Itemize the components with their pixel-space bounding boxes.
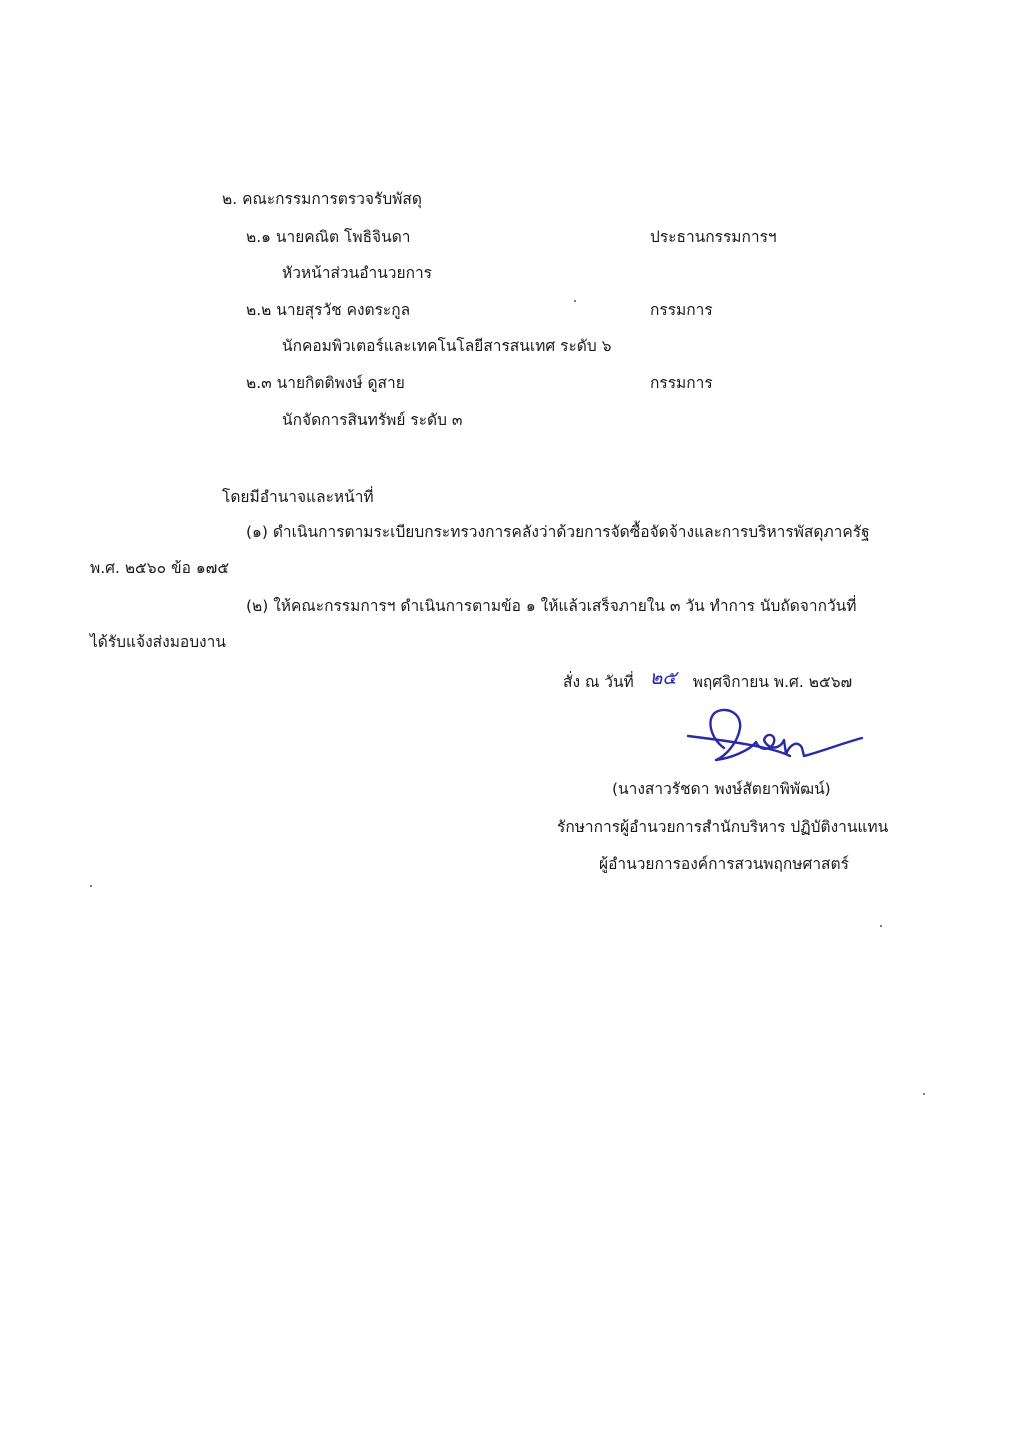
scan-speck [923,1093,925,1095]
scan-speck [90,885,92,887]
duty-2-line-1: (๒) ให้คณะกรรมการฯ ดำเนินการตามข้อ ๑ ให้แล้วเสร็จภายใน ๓ วัน ทำการ นับถัดจากวันที่ [246,597,857,615]
member-1-role: ประธานกรรมการฯ [650,228,777,246]
member-3-name: ๒.๓ นายกิตติพงษ์ ดูสาย [246,374,405,392]
member-2-title: นักคอมพิวเตอร์และเทคโนโลยีสารสนเทศ ระดับ ๖ [282,337,612,355]
member-2-name: ๒.๒ นายสุรวัช คงตระกูล [246,301,411,319]
duty-2-line-2: ได้รับแจ้งส่งมอบงาน [90,633,226,651]
duties-heading: โดยมีอำนาจและหน้าที่ [222,488,374,506]
duty-1-line-1: (๑) ดำเนินการตามระเบียบกระทรวงการคลังว่าด้วยการจัดซื้อจัดจ้างและการบริหารพัสดุภาครัฐ [246,523,870,541]
signatory-position-line-2: ผู้อำนวยการองค์การสวนพฤกษศาสตร์ [599,855,849,873]
member-1-name: ๒.๑ นายคณิต โพธิจินดา [246,228,411,246]
member-2-role: กรรมการ [650,301,713,319]
scan-speck [574,300,576,302]
member-1-title: หัวหน้าส่วนอำนวยการ [282,264,433,282]
order-date-line [563,666,852,696]
handwritten-signature [680,700,880,772]
member-3-role: กรรมการ [650,374,713,392]
order-date-day-handwritten: ๒๕ [649,667,677,689]
order-date-prefix: สั่ง ณ วันที่ [563,673,634,691]
order-date-suffix: พฤศจิกายน พ.ศ. ๒๕๖๗ [692,673,853,691]
signatory-position-line-1: รักษาการผู้อำนวยการสำนักบริหาร ปฏิบัติงานแทน [557,818,889,836]
scan-speck [880,925,882,927]
signatory-name: (นางสาวรัชดา พงษ์สัตยาพิพัฒน์) [612,780,831,798]
duty-1-line-2: พ.ศ. ๒๕๖๐ ข้อ ๑๗๕ [90,559,230,577]
member-3-title: นักจัดการสินทรัพย์ ระดับ ๓ [282,411,463,429]
committee-heading: ๒. คณะกรรมการตรวจรับพัสดุ [222,190,422,208]
